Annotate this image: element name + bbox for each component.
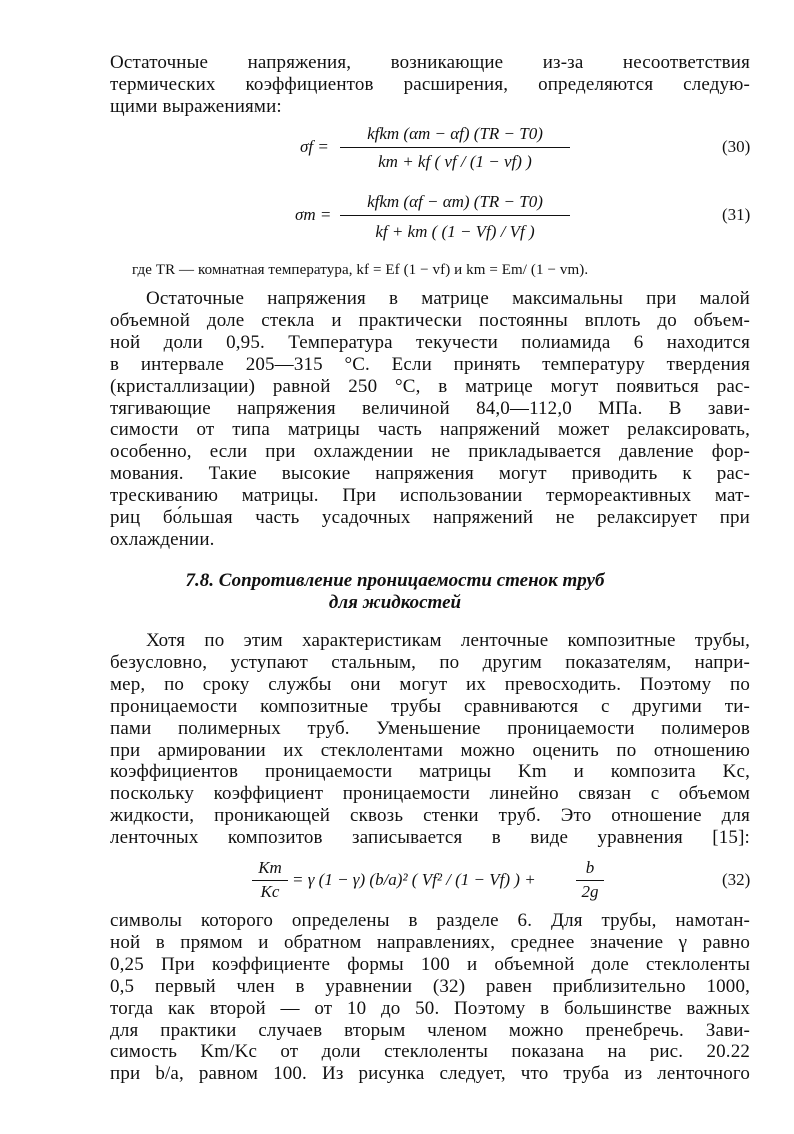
text-line: мования. Такие высокие напряжения могут приводить к рас- — [110, 463, 750, 485]
text-line: тягивающие напряжения величиной 84,0—112,0 МПа. В зави- — [110, 397, 750, 419]
text-line: коэффициентов проницаемости матрицы Km и композита Kc, — [110, 761, 750, 783]
text-line: ной доли 0,95. Температура текучести полиамида 6 находится — [110, 331, 750, 353]
text-line: объемной доле стекла и практически постоянны вплоть до объем- — [110, 309, 750, 331]
text-line: мер, по сроку службы они могут их превосходить. Поэтому по — [110, 673, 750, 695]
text-line: термических коэффициентов расширения, определяются следую- — [110, 73, 750, 95]
eq31-denominator: kf + km ( (1 − Vf) / Vf ) — [375, 222, 535, 241]
eq30-number: (30) — [722, 137, 751, 156]
text-line: тогда как второй — от 10 до 50. Поэтому в большинстве важных — [110, 997, 750, 1019]
eq31-numerator: kfkm (αf − αm) (TR − T0) — [367, 192, 543, 211]
text-line: симость Km/Kc от доли стеклоленты показана на рис. 20.22 — [110, 1041, 750, 1063]
section-heading-line2: для жидкостей — [328, 592, 462, 613]
text-line: щими выражениями: — [110, 95, 282, 117]
eq31-number: (31) — [722, 205, 751, 224]
text-line: безусловно, уступают стальным, по другим показателям, напри- — [110, 651, 750, 673]
permeability-paragraph — [110, 630, 750, 849]
text-line: риц бо́льшая часть усадочных напряжений не релаксирует при — [110, 507, 750, 529]
eq31-fraction-bar — [340, 215, 570, 216]
eq32-lhs-bar — [252, 880, 288, 881]
text-line: трескиванию матрицы. При использовании термореактивных мат- — [110, 485, 750, 507]
eq32-middle: = γ (1 − γ) (b/a)² ( Vf² / (1 − Vf) ) + — [292, 870, 536, 889]
eq30-numerator: kfkm (αm − αf) (TR − T0) — [367, 124, 543, 143]
eq30-fraction-bar — [340, 147, 570, 148]
residual-stress-paragraph — [110, 288, 750, 551]
text-line: поскольку коэффициент проницаемости линейно связан с объемом — [110, 783, 750, 805]
text-line: Остаточные напряжения, возникающие из-за несоответствия — [110, 52, 750, 73]
text-line: для практики случаев вторым членом можно пренебречь. Зави- — [110, 1019, 750, 1041]
section-heading-line1: 7.8. Сопротивление проницаемости стенок труб — [185, 570, 605, 591]
eq30-denominator: km + kf ( vf / (1 − vf) ) — [378, 152, 532, 171]
eq30-lhs: σf = — [300, 137, 329, 156]
intro-paragraph — [110, 52, 750, 118]
text-line: ленточных композитов записывается в виде уравнения [15]: — [110, 827, 750, 849]
eq32-lhs-denominator: Kc — [260, 882, 280, 901]
eq32-rhs-denominator: 2g — [581, 882, 599, 901]
symbols-paragraph — [110, 910, 750, 1085]
text-line: при b/a, равном 100. Из рисунка следует, что труба из ленточного — [110, 1063, 750, 1085]
text-line: симости от типа матрицы часть напряжений может релаксировать, — [110, 419, 750, 441]
text-line: Хотя по этим характеристикам ленточные композитные трубы, — [146, 630, 750, 651]
text-line: особенно, если при охлаждении не прикладывается давление фор- — [110, 441, 750, 463]
text-line: символы которого определены в разделе 6. Для трубы, намотан- — [110, 910, 750, 931]
text-line: 0,5 первый член в уравнении (32) равен приблизительно 1000, — [110, 975, 750, 997]
eq32-number: (32) — [722, 870, 751, 889]
text-line: жидкости, проникающей сквозь стенки труб. Это отношение для — [110, 805, 750, 827]
text-line: проницаемости композитные трубы сравниваются с другими ти- — [110, 695, 750, 717]
text-line: Остаточные напряжения в матрице максимальны при малой — [146, 288, 750, 309]
text-line: в интервале 205—315 °C. Если принять температуру твердения — [110, 353, 750, 375]
section-heading — [110, 570, 680, 614]
eq32-rhs-bar — [576, 880, 604, 881]
eq32-lhs-numerator: Km — [258, 858, 282, 877]
text-line: (кристаллизации) равной 250 °C, в матрице могут появиться рас- — [110, 375, 750, 397]
text-line: 0,25 При коэффициенте формы 100 и объемной доле стеклоленты — [110, 953, 750, 975]
symbols-note: где TR — комнатная температура, kf = Ef (1 − vf) и km = Em/ (1 − vm). — [132, 262, 589, 278]
eq32-rhs-numerator: b — [585, 858, 595, 877]
text-line: ной в прямом и обратном направлениях, среднее значение γ равно — [110, 931, 750, 953]
eq31-lhs: σm = — [295, 205, 332, 224]
text-line: при армировании их стеклолентами можно оценить по отношению — [110, 739, 750, 761]
text-line: охлаждении. — [110, 528, 215, 550]
text-line: пами полимерных труб. Уменьшение проницаемости полимеров — [110, 717, 750, 739]
